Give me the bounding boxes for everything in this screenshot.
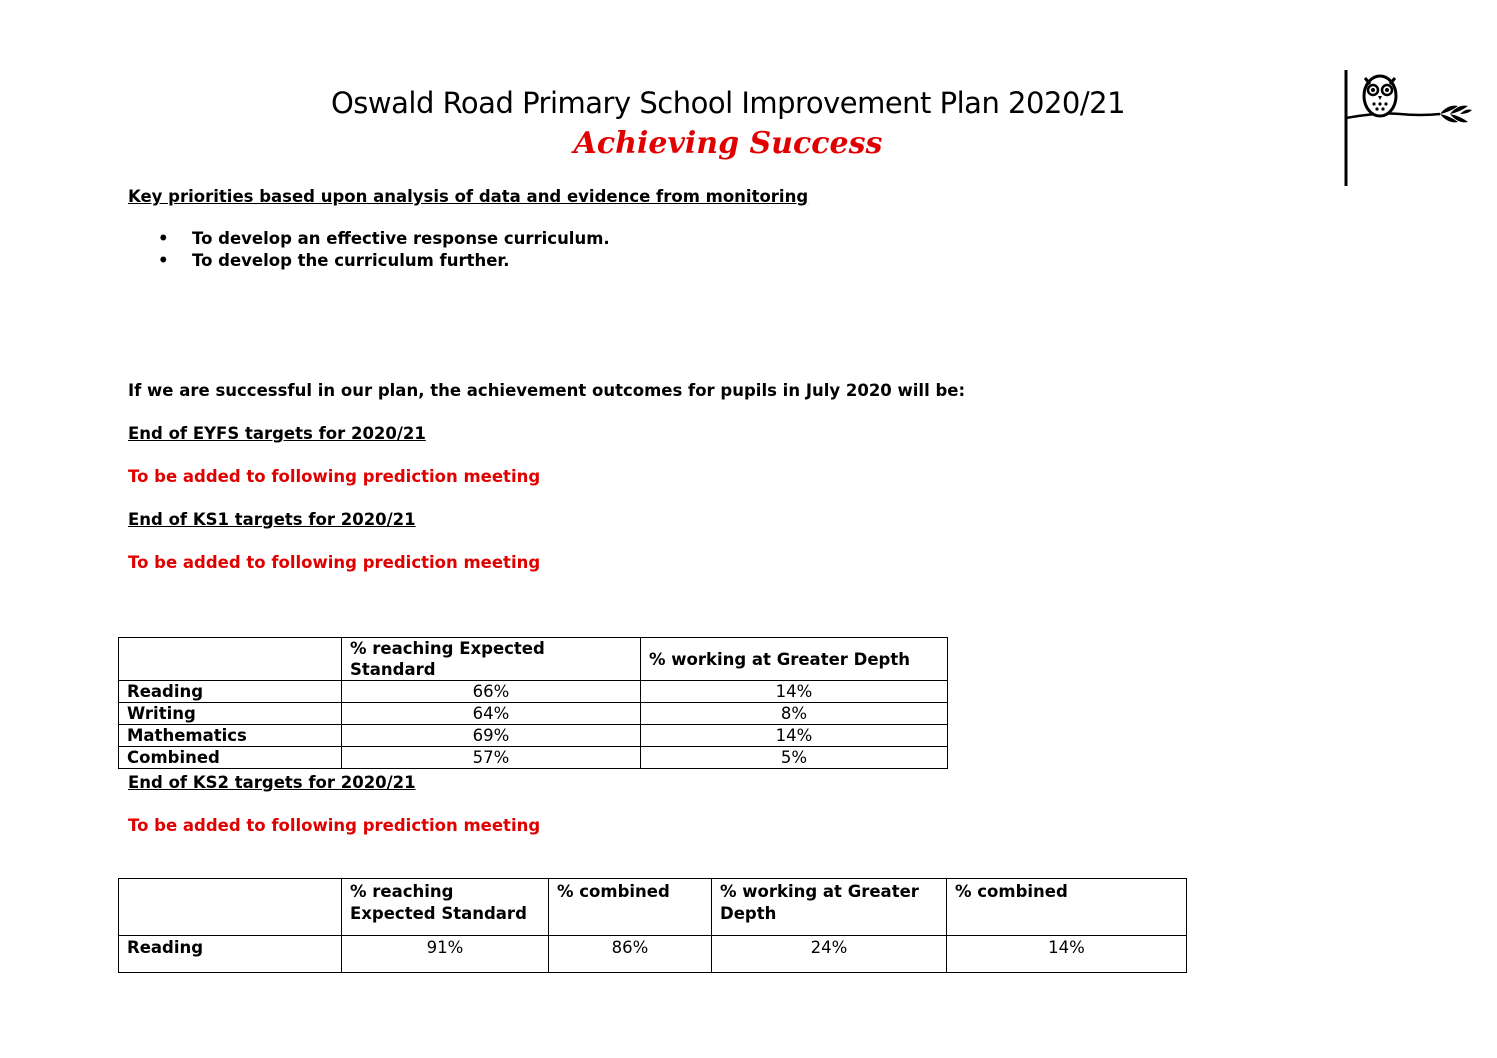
row-label: Writing: [119, 703, 342, 725]
table-row: [119, 747, 948, 769]
eyfs-note: To be added to following prediction meeting: [128, 467, 541, 486]
table-header-row: [119, 879, 1187, 936]
table-row: [119, 681, 948, 703]
ks1-note: To be added to following prediction meeting: [128, 553, 541, 572]
priority-item: • To develop the curriculum further.: [128, 250, 610, 272]
table-header: % reaching Expected Standard: [342, 879, 549, 936]
row-label: Reading: [119, 681, 342, 703]
table-header: % reaching Expected Standard: [342, 638, 641, 681]
priorities-list: [128, 228, 610, 272]
row-label: Mathematics: [119, 725, 342, 747]
ks2-note: To be added to following prediction meeting: [128, 816, 541, 835]
table-header: [119, 638, 342, 681]
table-cell: 8%: [641, 703, 948, 725]
priorities-heading: Key priorities based upon analysis of data and evidence from monitoring: [128, 187, 809, 206]
page-subtitle: Achieving Success: [573, 126, 883, 161]
table-cell: 57%: [342, 747, 641, 769]
page-title: Oswald Road Primary School Improvement Plan 2020/21: [330, 86, 1126, 120]
table-cell: 86%: [549, 936, 712, 973]
table-cell: 14%: [947, 936, 1187, 973]
table-row: [119, 936, 1187, 973]
eyfs-heading: End of EYFS targets for 2020/21: [128, 424, 426, 443]
owl-on-branch-icon: [1340, 66, 1480, 188]
table-cell: 69%: [342, 725, 641, 747]
ks1-heading: End of KS1 targets for 2020/21: [128, 510, 416, 529]
priority-item: • To develop an effective response curriculum.: [128, 228, 610, 250]
table-row: [119, 703, 948, 725]
table-header: [119, 879, 342, 936]
row-label: Combined: [119, 747, 342, 769]
ks2-heading: End of KS2 targets for 2020/21: [128, 773, 416, 792]
table-cell: 5%: [641, 747, 948, 769]
table-cell: 24%: [712, 936, 947, 973]
table-header: % working at Greater Depth: [712, 879, 947, 936]
row-label: Reading: [119, 936, 342, 973]
table-row: [119, 725, 948, 747]
table-header: % combined: [549, 879, 712, 936]
ks2-targets-table: [118, 878, 1187, 973]
table-cell: 64%: [342, 703, 641, 725]
outcomes-intro: If we are successful in our plan, the achievement outcomes for pupils in July 2020 will be:: [128, 381, 966, 400]
table-cell: 14%: [641, 725, 948, 747]
ks1-targets-table: [118, 637, 948, 769]
table-cell: 66%: [342, 681, 641, 703]
table-header-row: [119, 638, 948, 681]
table-header: % working at Greater Depth: [641, 638, 948, 681]
table-cell: 14%: [641, 681, 948, 703]
table-cell: 91%: [342, 936, 549, 973]
table-header: % combined: [947, 879, 1187, 936]
